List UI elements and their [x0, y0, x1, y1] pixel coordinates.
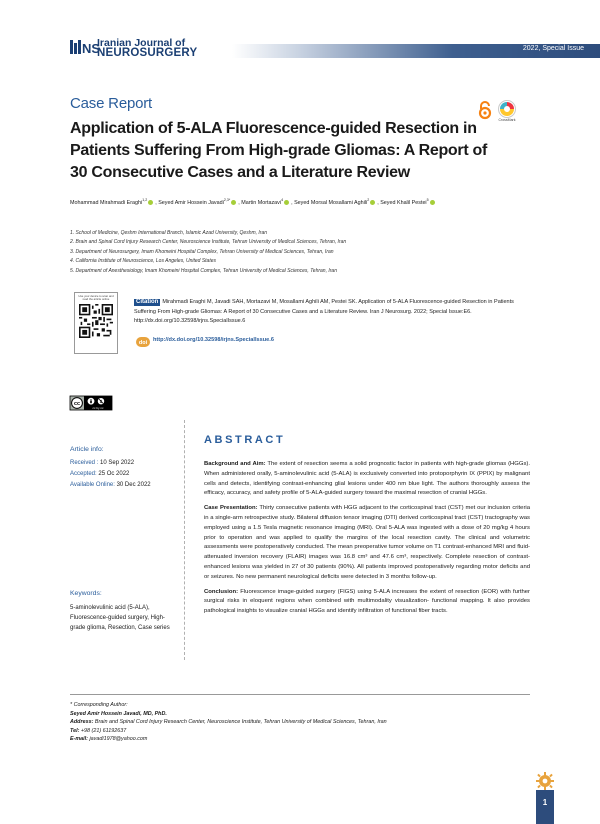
author-sup: 4 — [281, 198, 284, 202]
article-type: Case Report — [70, 95, 153, 112]
gear-icon — [536, 772, 554, 790]
author-sup: 1,2 — [142, 198, 148, 202]
orcid-icon[interactable] — [430, 200, 435, 205]
affiliation-item: 5. Department of Anesthesiology, Imam Khomeini Hospital Complex, Tehran University of Medical Sciences, Tehran, Iran — [70, 267, 337, 274]
abstract-conclusion — [204, 588, 530, 617]
orcid-icon[interactable] — [231, 200, 236, 205]
article-title: Application of 5-ALA Fluorescence-guided Resection in Patients Suffering From High-grade Gliomas: A Report of 30 Consecutive Cases and a Literature Review — [70, 120, 488, 181]
conclusion-text: Fluorescence image-guided surgery (FIGS) using 5-ALA increases the extent of resection (EOR) with further surgical risks in eloquent regions when combined with multimodality visualization- functional mapping. It also provides pathological insights to visualize cranial HGGs and identify infiltration of functional fiber tracts. — [204, 588, 530, 615]
affiliation-item: 3. Department of Neurosurgery, Imam Khomeini Hospital Complex, Tehran University of Medical Sciences, Tehran, Iran — [70, 248, 334, 255]
journal-name — [97, 38, 197, 58]
citation-block — [134, 298, 530, 327]
conclusion-label: Conclusion: — [204, 588, 239, 595]
author-name[interactable]: Martin Mortazavi — [241, 199, 282, 206]
author-name[interactable]: Seyed Amir Hossein Javadi — [158, 199, 224, 206]
footer-rule — [70, 694, 530, 695]
corresponding-author — [70, 701, 540, 744]
svg-text:NS: NS — [82, 41, 101, 56]
header-band — [232, 44, 600, 58]
crossmark-icon — [496, 99, 518, 119]
page-strip — [536, 790, 554, 824]
accepted-row — [70, 471, 129, 477]
orcid-icon[interactable] — [370, 200, 375, 205]
case-text: Thirty consecutive patients with HGG adjacent to the corticospinal tract (CST) met our inclusion criteria in a single-arm retrospective study. Bilateral diffusion tensor imaging (DTI) derived corticospinal tract (CST) tractography was employed using a 1.5 Tesla magnetic resonance imaging (MRI). Oral 5-ALA was ingested with a dose of 20 mg/kg 4 hours prior to operation and was applied to qualify the margins of the local resection cavity. The clinical and volumetric assessments were postoperatively conducted. The mean preoperative tumor volume on T1 contrast-enhanced MRI and fluid-attenuated inversion recovery (FLAIR) images was 16.8 cm³ and 47.6 cm³, respectively. Complete resection of contrast-enhanced lesions was yielded in 27 of 30 patients (90%). All patients improved postoperatively regarding motor deficits and or seizures. No new permanent neurological deficits were detected in 3 months follow-up. — [204, 505, 530, 580]
cc-license-text: cc by nc — [92, 405, 104, 410]
issue-label: 2022, Special Issue — [522, 45, 584, 52]
email-label: E-mail: — [70, 736, 88, 743]
svg-text:cc: cc — [74, 401, 80, 408]
online-row — [70, 482, 151, 488]
abstract-background — [204, 460, 530, 499]
orcid-icon[interactable] — [148, 200, 153, 205]
author-name[interactable]: Seyed Khalil Pestei — [380, 199, 427, 206]
journal-logo — [70, 36, 200, 58]
background-text: The extent of resection seems a solid prognostic factor in patients with high-grade gliomas (HGGs). When administered orally, 5-aminolevulinic acid (5-ALA) is exclusively converted into protoporphyrin IX (PPIX) by malignant cells and detects, identifying contrast-enhancing glial lesions under 400 nm blue light. The authors thoroughly assess the efficacy, accuracy, and safety profile of 5-ALA-guided surgery toward the maximal resection of cranial HGGs. — [204, 461, 531, 497]
author-name[interactable]: Mohammad Mirahmadi Eraghi — [70, 199, 143, 206]
author-name[interactable]: Seyed Morsal Mosallami Aghili — [294, 199, 368, 206]
abstract-case — [204, 504, 530, 582]
doi-icon — [136, 337, 150, 347]
received-row — [70, 460, 134, 466]
author-list: Mohammad Mirahmadi Eraghi$^{1,2}$ , Seyed Amir Hossein Javadi$^{2,3*}$ , Martin Mortazavi$^4$ , Seyed Morsal Mosallami Aghili$^2$ , Seyed Khalil Pestei$^5$ — [70, 198, 530, 206]
email-value[interactable]: javadi1978@yahoo.com — [89, 736, 148, 743]
affiliation-item: 1. School of Medicine, Qeshm International Branch, Islamic Azad University, Qeshm, Iran — [70, 230, 268, 236]
abstract-heading: ABSTRACT — [204, 434, 286, 446]
affiliation-list — [70, 229, 540, 276]
tel-value: +98 (21) 61192637 — [80, 727, 127, 734]
crossmark-label: CrossMark — [498, 118, 516, 122]
case-label: Case Presentation: — [204, 505, 258, 512]
affiliation-item: 2. Brain and Spinal Cord Injury Research Center, Neuroscience Institute, Tehran University of Medical Sciences, Tehran, Iran — [70, 239, 347, 246]
journal-logo-icon — [70, 38, 101, 56]
author-sup: 2,3* — [223, 198, 231, 202]
corresponding-address — [70, 718, 540, 727]
qr-caption: Use your device to scan and read the article online — [78, 294, 114, 302]
citation-label: Citation — [136, 299, 159, 305]
abstract-body — [204, 460, 530, 622]
corresponding-name: Seyed Amir Hossein Javadi, MD, PhD. — [70, 710, 167, 717]
online-label: Available Online: — [70, 482, 115, 488]
keywords-heading: Keywords: — [70, 590, 102, 597]
orcid-icon[interactable] — [284, 200, 289, 205]
citation-text: Mirahmadi Eraghi M, Javadi SAH, Mortazavi M, Mosallami Aghili AM, Pestei SK. Application of 5-ALA Fluorescence-guided Resection in Patients Suffering From High-grade Gliomas: A Report of 30 Consecutive Cases and a Literature Review. Iran J Neurosurg. 2022; Special Issue:E6. http://dx.doi.org/10.32598/irjns.SpecialIssue.6 — [134, 299, 514, 325]
qr-box — [74, 292, 118, 354]
corresponding-heading: * Corresponding Author: — [70, 702, 128, 708]
affiliation-item: 4. California Institute of Neuroscience, Los Angeles, United States — [70, 258, 217, 265]
qr-code-icon[interactable] — [79, 304, 113, 338]
background-label: Background and Aim: — [204, 461, 266, 467]
doi-badge-text: doi — [138, 340, 148, 346]
received-label: Received : — [70, 460, 99, 466]
keywords-list: 5-aminolevulinic acid (5-ALA), Fluorescence-guided surgery, High-grade glioma, Resection, Case series — [70, 605, 170, 631]
accepted-date: 25 Oc 2022 — [98, 471, 130, 477]
address-label: Address: — [70, 719, 94, 726]
accepted-label: Accepted: — [70, 471, 97, 477]
doi-link[interactable]: http://dx.doi.org/10.32598/irjns.SpecialIssue.6 — [153, 337, 274, 343]
page-number: 1 — [542, 798, 548, 807]
online-date: 30 Dec 2022 — [116, 482, 151, 488]
column-divider — [184, 420, 185, 660]
author-sup: 2 — [367, 198, 370, 202]
article-info-heading: Article info: — [70, 446, 104, 453]
author-sup: 5 — [426, 198, 429, 202]
corresponding-tel — [70, 727, 540, 736]
address-value: Brain and Spinal Cord Injury Research Center, Neuroscience Institute, Tehran University of Medical Sciences, Tehran, Iran — [94, 719, 387, 726]
tel-label: Tel: — [70, 727, 80, 734]
open-access-icon — [475, 100, 495, 120]
cc-license-badge[interactable] — [70, 396, 112, 410]
journal-name-line1: Iranian Journal of — [97, 37, 186, 49]
crossmark-badge[interactable] — [496, 99, 518, 123]
corresponding-email — [70, 735, 540, 744]
received-date: 10 Sep 2022 — [100, 460, 135, 466]
journal-name-line2: NEUROSURGERY — [97, 47, 198, 59]
